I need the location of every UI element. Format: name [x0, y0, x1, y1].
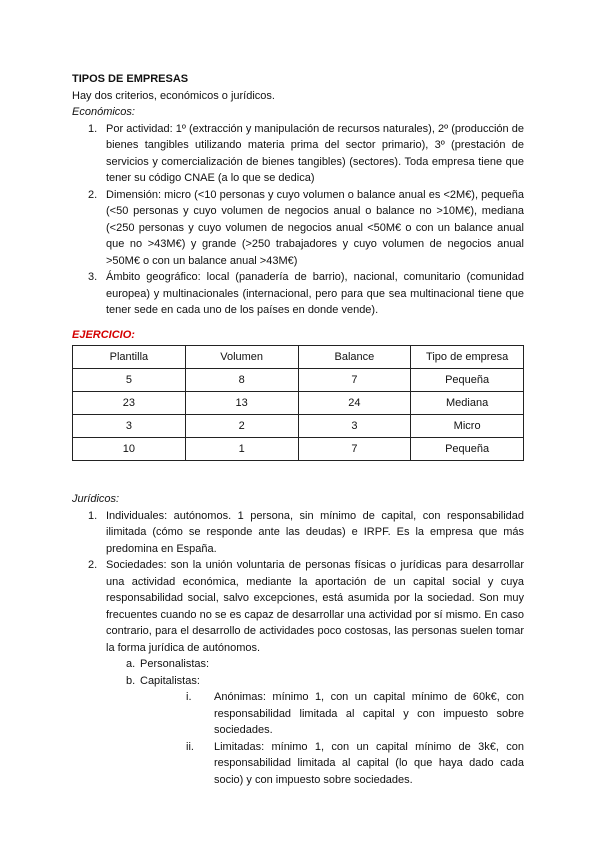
table-cell: 2 — [185, 415, 298, 438]
list-item: i. Anónimas: mínimo 1, con un capital mínimo de 60k€, con responsabilidad limitada al capital y con impuesto sobre sociedades. — [186, 691, 524, 736]
table-row — [73, 438, 524, 461]
list-item: 2. Sociedades: son la unión voluntaria de personas físicas o jurídicas para desarrollar una actividad económica, mediante la aportación de un capital social y cuya responsabilidad social, salvo excepciones, está asumida por la sociedad. Son muy frecuentes cuando no se es capaz de desarrollar una actividad por sí mismo. En caso contrario, para el desarrollo de actividades poco costosas, las personas suelen tomar la forma jurídica de autónomos. a. Personalistas: b. Capitalistas: i. Anónimas: mínimo 1, con un capital mínimo de 60k€, con responsabilidad limitada al capital y con impuesto sobre sociedades. ii. Limitadas: mínimo 1, con un capital mínimo de 3k€, con responsabilidad limitada al capital (lo que haya dado cada socio) y con impuesto sobre sociedades. — [72, 557, 524, 788]
table-cell: 13 — [185, 392, 298, 415]
table-cell: 24 — [298, 392, 411, 415]
list-item: ii. Limitadas: mínimo 1, con un capital mínimo de 3k€, con responsabilidad limitada al capital (lo que haya dado cada socio) y con impuesto sobre sociedades. — [186, 740, 524, 786]
column-header: Plantilla — [73, 346, 186, 369]
juridicos-list — [72, 508, 524, 789]
intro-text: Hay dos criterios, económicos o jurídicos. — [72, 89, 275, 102]
table-cell: Pequeña — [411, 369, 524, 392]
sociedades-sublist — [72, 656, 524, 788]
list-item: 1. Individuales: autónomos. 1 persona, sin mínimo de capital, con responsabilidad ilimitada (cómo se responde ante las deudas) e IRPF. Es la empresa que más predomina en España. — [88, 509, 524, 555]
table-cell: 3 — [73, 415, 186, 438]
table-cell: 5 — [73, 369, 186, 392]
table-cell: 23 — [73, 392, 186, 415]
table-cell: 10 — [73, 438, 186, 461]
table-cell: 1 — [185, 438, 298, 461]
list-item: 2. Dimensión: micro (<10 personas y cuyo volumen o balance anual es <2M€), pequeña (<50 personas y cuyo volumen de negocios anual o balance no >10M€), mediana (<250 personas y cuyo volumen de negocios anual <50M€ o con un balance anual que no >43M€) y grande (>250 trabajadores y cuyo volumen de negocios anual >50M€ o con un balance anual >43M€) — [88, 188, 524, 267]
table-header-row — [73, 346, 524, 369]
table-cell: Micro — [411, 415, 524, 438]
list-item: 1. Por actividad: 1º (extracción y manipulación de recursos naturales), 2º (producción de bienes tangibles utilizando materia prima del sector primario), 3º (prestación de servicios y comercialización de bienes tangibles) (sectores). Toda empresa tiene que tener su código CNAE (a lo que se dedica) — [88, 122, 524, 184]
table-cell: 7 — [298, 438, 411, 461]
column-header: Tipo de empresa — [411, 346, 524, 369]
table-cell: Pequeña — [411, 438, 524, 461]
column-header: Volumen — [185, 346, 298, 369]
document-page — [72, 71, 524, 788]
table-cell: 7 — [298, 369, 411, 392]
table-row — [73, 392, 524, 415]
juridicos-heading: Jurídicos: — [72, 493, 120, 505]
capitalistas-sublist — [106, 689, 524, 788]
table-row — [73, 369, 524, 392]
column-header: Balance — [298, 346, 411, 369]
table-cell: Mediana — [411, 392, 524, 415]
list-item: 3. Ámbito geográfico: local (panadería de barrio), nacional, comunitario (comunidad europea) y multinacionales (internacional, pero para que sea multinacional tiene que tener sede en cada uno de los países en donde vende). — [88, 271, 524, 316]
economicos-list — [72, 121, 524, 319]
table-cell: 8 — [185, 369, 298, 392]
page-title: TIPOS DE EMPRESAS — [72, 73, 189, 85]
ejercicio-table — [72, 345, 524, 461]
list-item: b. Capitalistas: i. Anónimas: mínimo 1, con un capital mínimo de 60k€, con responsabilidad limitada al capital y con impuesto sobre sociedades. ii. Limitadas: mínimo 1, con un capital mínimo de 3k€, con responsabilidad limitada al capital (lo que haya dado cada socio) y con impuesto sobre sociedades. — [72, 673, 524, 789]
list-item: a. Personalistas: — [126, 658, 210, 670]
economicos-heading: Económicos: — [72, 106, 135, 118]
table-row — [73, 415, 524, 438]
ejercicio-heading: EJERCICIO: — [72, 328, 135, 341]
table-cell: 3 — [298, 415, 411, 438]
